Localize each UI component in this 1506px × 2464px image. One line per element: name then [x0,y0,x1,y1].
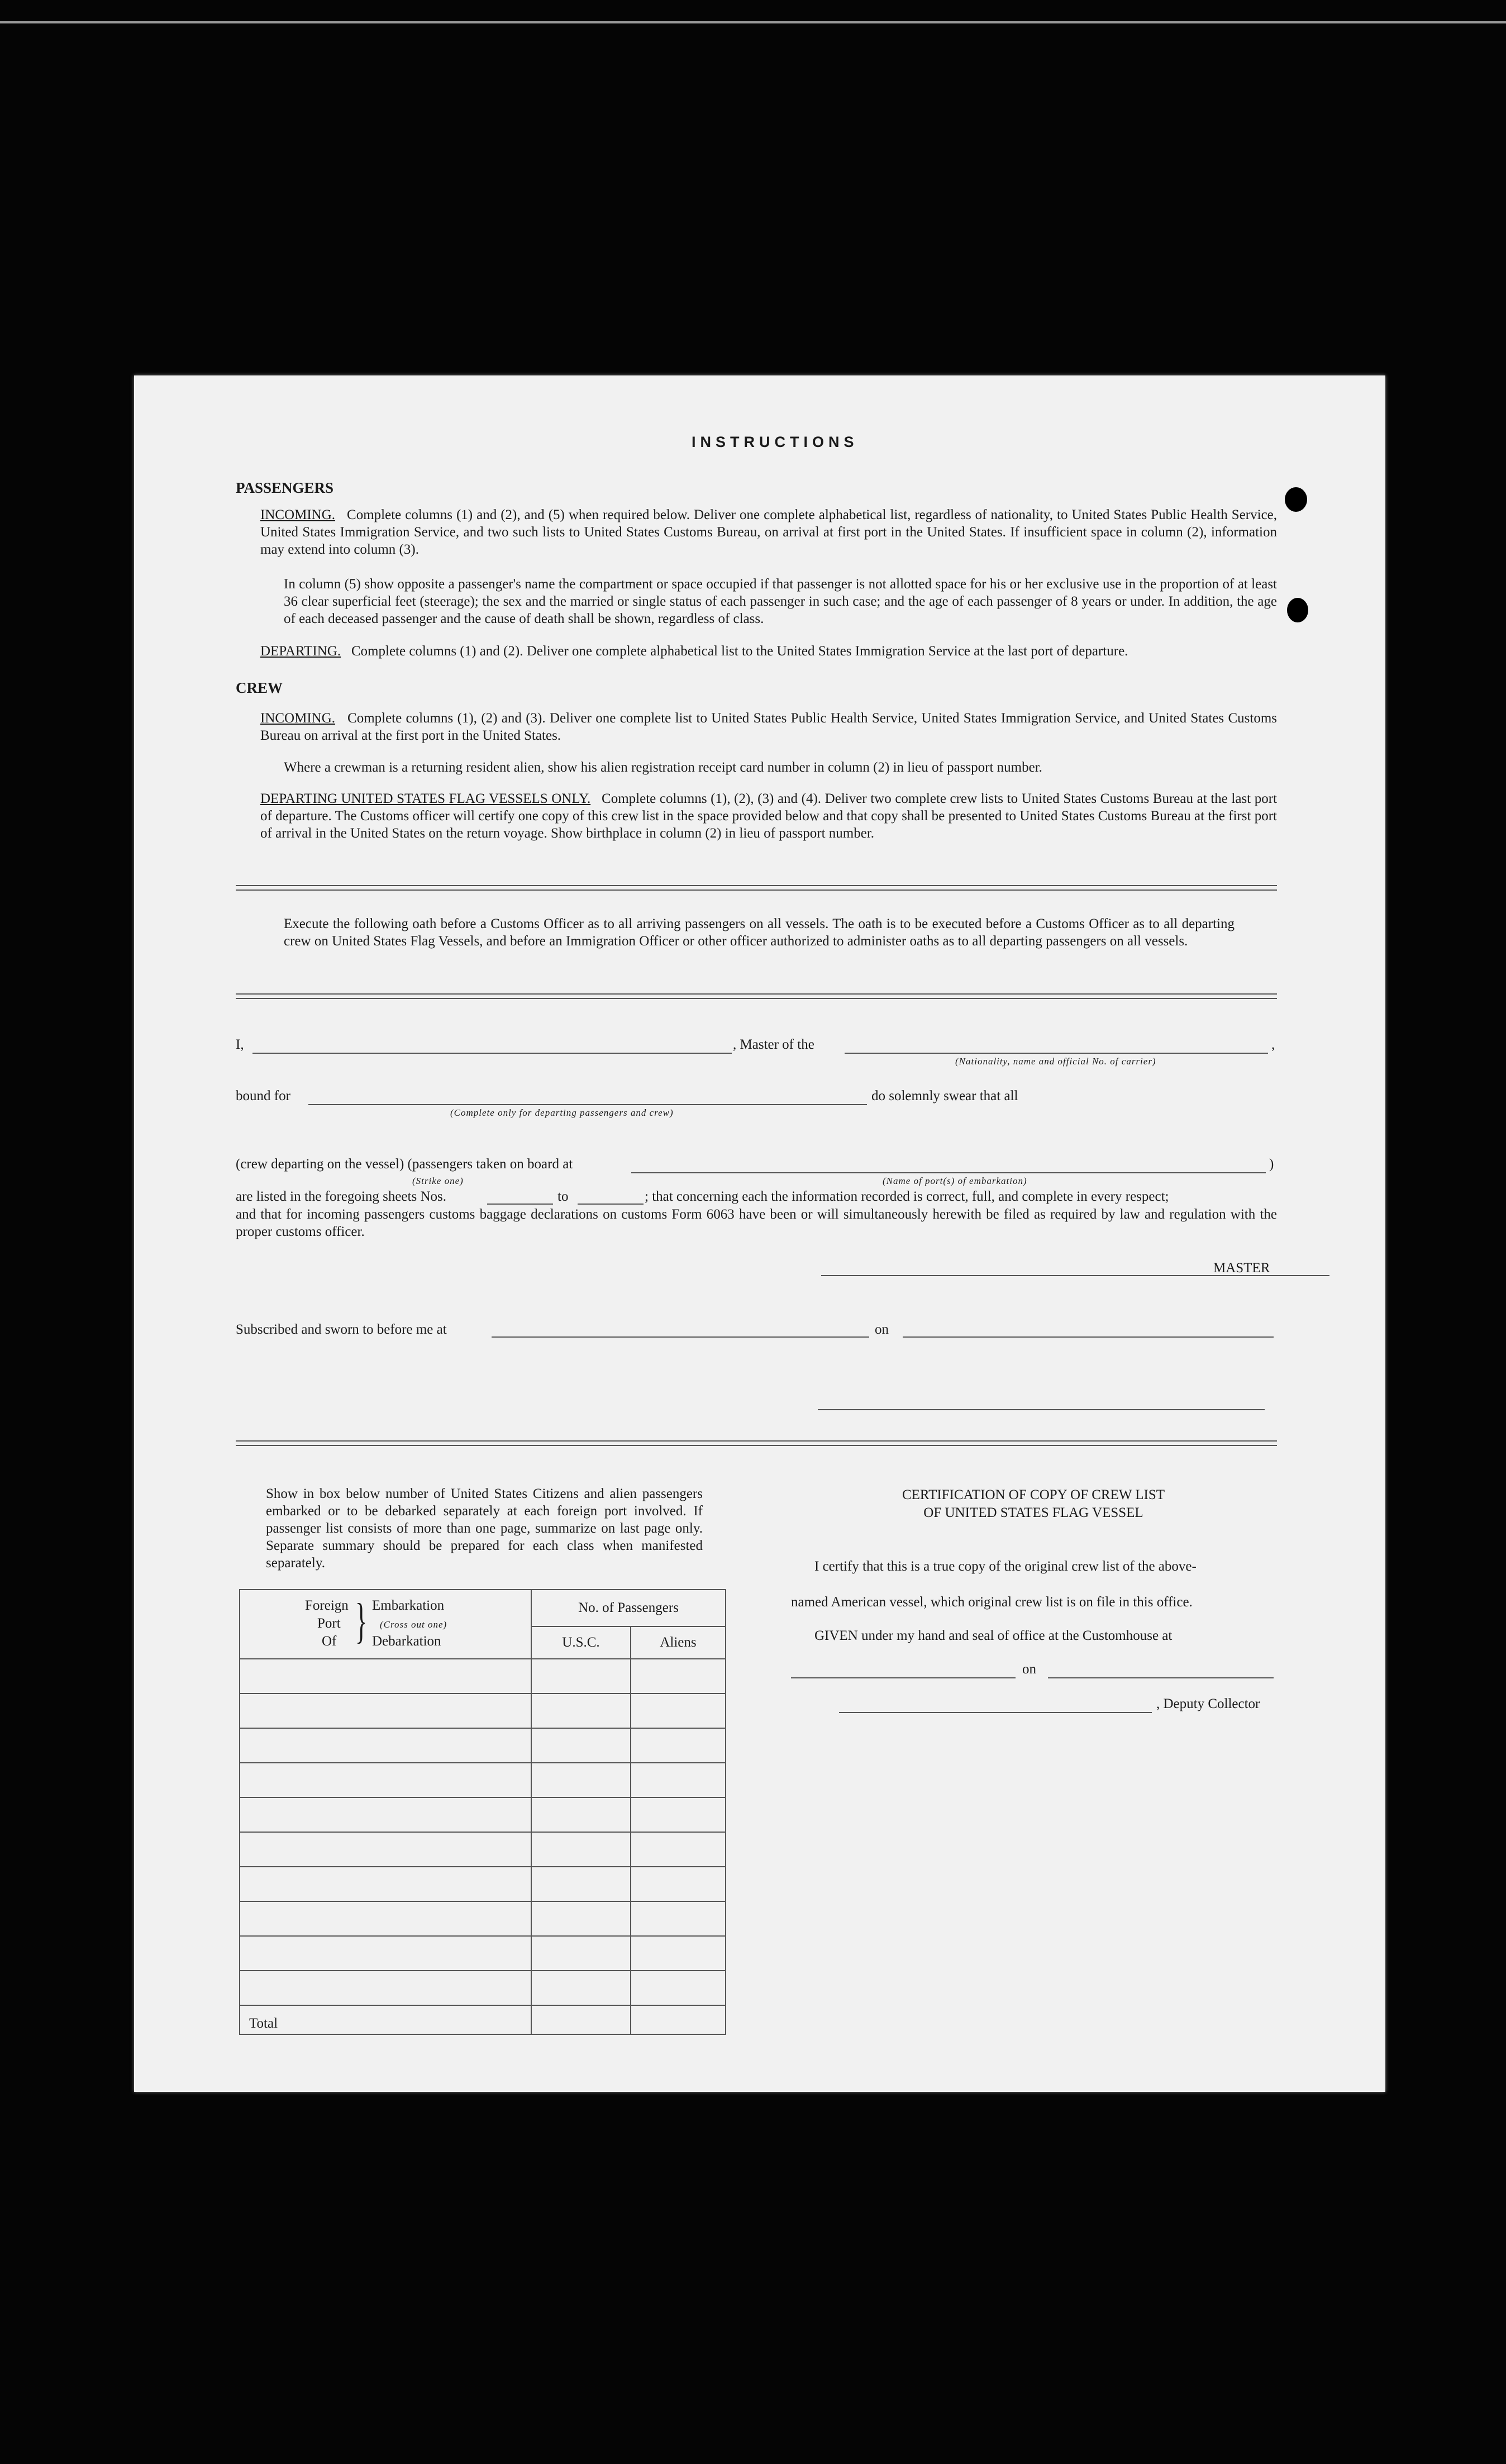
total-label: Total [240,2005,531,2034]
sworn-on-field[interactable] [903,1336,1274,1338]
carrier-field[interactable] [845,1053,1268,1054]
port-cell[interactable] [240,1867,531,1901]
passengers-incoming-text: Complete columns (1) and (2), and (5) when required below. Deliver one complete alphabetical list, regardless of nationality, to United States Public Health Service, United States Immigration Service, and two such lists to United States Customs Bureau, on arrival at first port in the United States. If insufficient space in column (2), information may extend into column (3). [260,507,1278,557]
usc-cell[interactable] [531,1659,631,1694]
port-cell[interactable] [240,1659,531,1694]
aliens-cell[interactable] [631,1867,726,1901]
embarkation-label: Embarkation [372,1598,445,1613]
certification-text2: named American vessel, which original crew list is on file in this office. [791,1595,1193,1610]
table-row [240,1971,726,2005]
port-header-cell [240,1590,531,1659]
bound-for-field[interactable] [308,1104,867,1105]
section-divider [236,1440,1277,1446]
passengers-column5-text: In column (5) show opposite a passenger's name the compartment or space occupied if that passenger is not allotted space for his or her exclusive use in the proportion of at least 36 clear superficial feet (steerage); the sex and the married or single status of each passenger in such case; and the age of each passenger of 8 years or under. In addition, the age of each deceased passenger and the cause of death shall be shown, regardless of class. [284,577,1277,626]
cross-out-caption: (Cross out one) [380,1619,447,1630]
port-cell[interactable] [240,1797,531,1832]
passengers-incoming-label: INCOMING. [260,507,336,522]
aliens-cell[interactable] [631,1763,726,1797]
table-row [240,1694,726,1728]
crew-departing-text: Complete columns (1), (2), (3) and (4). Deliver two complete crew lists to United States Customs Bureau at the last port of departure. The Customs officer will certify one copy of this crew list in the space provided below and that copy shall be presented to United States Customs Bureau at the first port of arrival in the United States on the return voyage. Show birthplace in column (2) in lieu of passport number. [260,791,1277,841]
sheet-from-field[interactable] [487,1204,553,1205]
table-row [240,1867,726,1901]
foreign-label: Foreign [305,1598,349,1613]
certification-text3: GIVEN under my hand and seal of office at the Customhouse at [814,1628,1173,1643]
usc-cell[interactable] [531,1901,631,1936]
passengers-column5 [284,575,1277,627]
table-row [240,1763,726,1797]
crew-departing-label: DEPARTING UNITED STATES FLAG VESSELS ONLY. [260,791,591,806]
sworn-at-field[interactable] [492,1336,869,1338]
usc-header: U.S.C. [531,1626,631,1659]
oath-comma: , [1271,1037,1275,1052]
oath-to: to [557,1189,569,1204]
aliens-cell[interactable] [631,1971,726,2005]
table-row [240,1936,726,1971]
strike-one-caption: (Strike one) [412,1176,464,1186]
table-row [240,1797,726,1832]
aliens-cell[interactable] [631,1694,726,1728]
master-label: MASTER [1213,1260,1270,1276]
oath-close-paren: ) [1269,1157,1274,1172]
passenger-summary-table [239,1589,726,2035]
usc-cell[interactable] [531,1763,631,1797]
aliens-header: Aliens [631,1626,726,1659]
of-label: Of [322,1634,337,1649]
usc-cell[interactable] [531,1867,631,1901]
subscribed-label: Subscribed and sworn to before me at [236,1322,447,1337]
certification-text1: I certify that this is a true copy of the original crew list of the above- [814,1559,1197,1574]
scan-top-border [0,21,1506,23]
usc-cell[interactable] [531,1936,631,1971]
aliens-cell[interactable] [631,1901,726,1936]
port-label: Port [317,1616,341,1631]
subscribed-on: on [875,1322,889,1337]
port-cell[interactable] [240,1832,531,1867]
oath-note-text: Execute the following oath before a Customs Officer as to all arriving passengers on all vessels. The oath is to be executed before a Customs Officer as to all departing crew on United States Flag Vessels, and before an Immigration Officer or other officer authorized to administer oaths as to all departing passengers on all vessels. [284,916,1235,949]
carrier-caption: (Nationality, name and official No. of carrier) [955,1056,1156,1067]
aliens-cell[interactable] [631,1832,726,1867]
port-cell[interactable] [240,1694,531,1728]
summary-instructions-text: Show in box below number of United States Citizens and alien passengers embarked or to be debarked separately at each foreign port involved. If passenger list consists of more than one page, summarize on last page only. Separate summary should be prepared for each class when manifested separately. [266,1486,703,1571]
punch-hole [1285,487,1307,512]
oath-note [284,915,1235,950]
aliens-cell[interactable] [631,1936,726,1971]
crew-incoming [260,710,1277,744]
oath-master-of: , Master of the [733,1037,814,1052]
ports-caption: (Name of port(s) of embarkation) [883,1176,1027,1186]
crew-heading: CREW [236,679,283,696]
passengers-departing-text: Complete columns (1) and (2). Deliver one complete alphabetical list to the United States Immigration Service at the last port of departure. [351,644,1128,659]
total-usc-cell[interactable] [531,2005,631,2034]
crew-departing [260,790,1277,842]
master-name-field[interactable] [252,1053,732,1054]
certification-title-line1: CERTIFICATION OF COPY OF CREW LIST [902,1487,1165,1502]
certification-title-line2: OF UNITED STATES FLAG VESSEL [923,1505,1143,1520]
table-row [240,1728,726,1763]
form-page [134,375,1385,2092]
crew-incoming-text: Complete columns (1), (2) and (3). Deliver one complete list to United States Public Health Service, United States Immigration Service, and United States Customs Bureau on arrival at the first port in the United States. [260,711,1278,743]
usc-cell[interactable] [531,1728,631,1763]
usc-cell[interactable] [531,1797,631,1832]
table-row [240,1659,726,1694]
aliens-cell[interactable] [631,1728,726,1763]
summary-instructions [266,1485,703,1572]
oath-crew-departing: (crew departing on the vessel) (passengers taken on board at [236,1157,573,1172]
oath-bound-for: bound for [236,1088,290,1103]
aliens-cell[interactable] [631,1659,726,1694]
port-cell[interactable] [240,1971,531,2005]
crew-crewman [284,759,1277,776]
oath-swear: do solemnly swear that all [871,1088,1018,1103]
embarkation-ports-field[interactable] [631,1172,1266,1173]
page-title: INSTRUCTIONS [692,434,859,450]
usc-cell[interactable] [531,1832,631,1867]
aliens-cell[interactable] [631,1797,726,1832]
oath-i-label: I, [236,1037,244,1052]
port-cell[interactable] [240,1901,531,1936]
section-divider [236,993,1277,999]
port-cell[interactable] [240,1728,531,1763]
no-passengers-header: No. of Passengers [531,1590,726,1626]
certification-on: on [1022,1662,1036,1677]
passengers-heading: PASSENGERS [236,479,334,496]
usc-cell[interactable] [531,1694,631,1728]
bound-for-caption: (Complete only for departing passengers and crew) [450,1107,674,1118]
customhouse-field[interactable] [791,1677,1016,1678]
oath-customs-text: and that for incoming passengers customs baggage declarations on customs Form 6063 have been or will simultaneously herewith be filed as required by law and regulation with the proper customs officer. [236,1207,1277,1239]
table-row [240,1832,726,1867]
table-row [240,1901,726,1936]
punch-hole [1287,598,1308,622]
deputy-signature-field[interactable] [839,1712,1152,1713]
debarkation-label: Debarkation [372,1634,441,1649]
section-divider [236,885,1277,891]
crew-incoming-label: INCOMING. [260,711,336,726]
total-aliens-cell[interactable] [631,2005,726,2034]
brace-icon: } [355,1594,368,1648]
passengers-departing-label: DEPARTING. [260,644,341,659]
port-cell[interactable] [240,1763,531,1797]
sheet-to-field[interactable] [578,1204,644,1205]
officer-signature-field[interactable] [818,1409,1265,1410]
usc-cell[interactable] [531,1971,631,2005]
port-cell[interactable] [240,1936,531,1971]
oath-customs [236,1206,1277,1240]
crew-crewman-text: Where a crewman is a returning resident alien, show his alien registration receipt card number in column (2) in lieu of passport number. [284,760,1042,775]
oath-sheets-rest: ; that concerning each the information recorded is correct, full, and complete in every respect; [645,1189,1169,1204]
total-row [240,2005,726,2034]
deputy-collector-label: , Deputy Collector [1156,1696,1260,1711]
passengers-incoming [260,506,1277,558]
passengers-departing [260,643,1277,660]
certification-date-field[interactable] [1048,1677,1274,1678]
oath-sheets-start: are listed in the foregoing sheets Nos. [236,1189,446,1204]
